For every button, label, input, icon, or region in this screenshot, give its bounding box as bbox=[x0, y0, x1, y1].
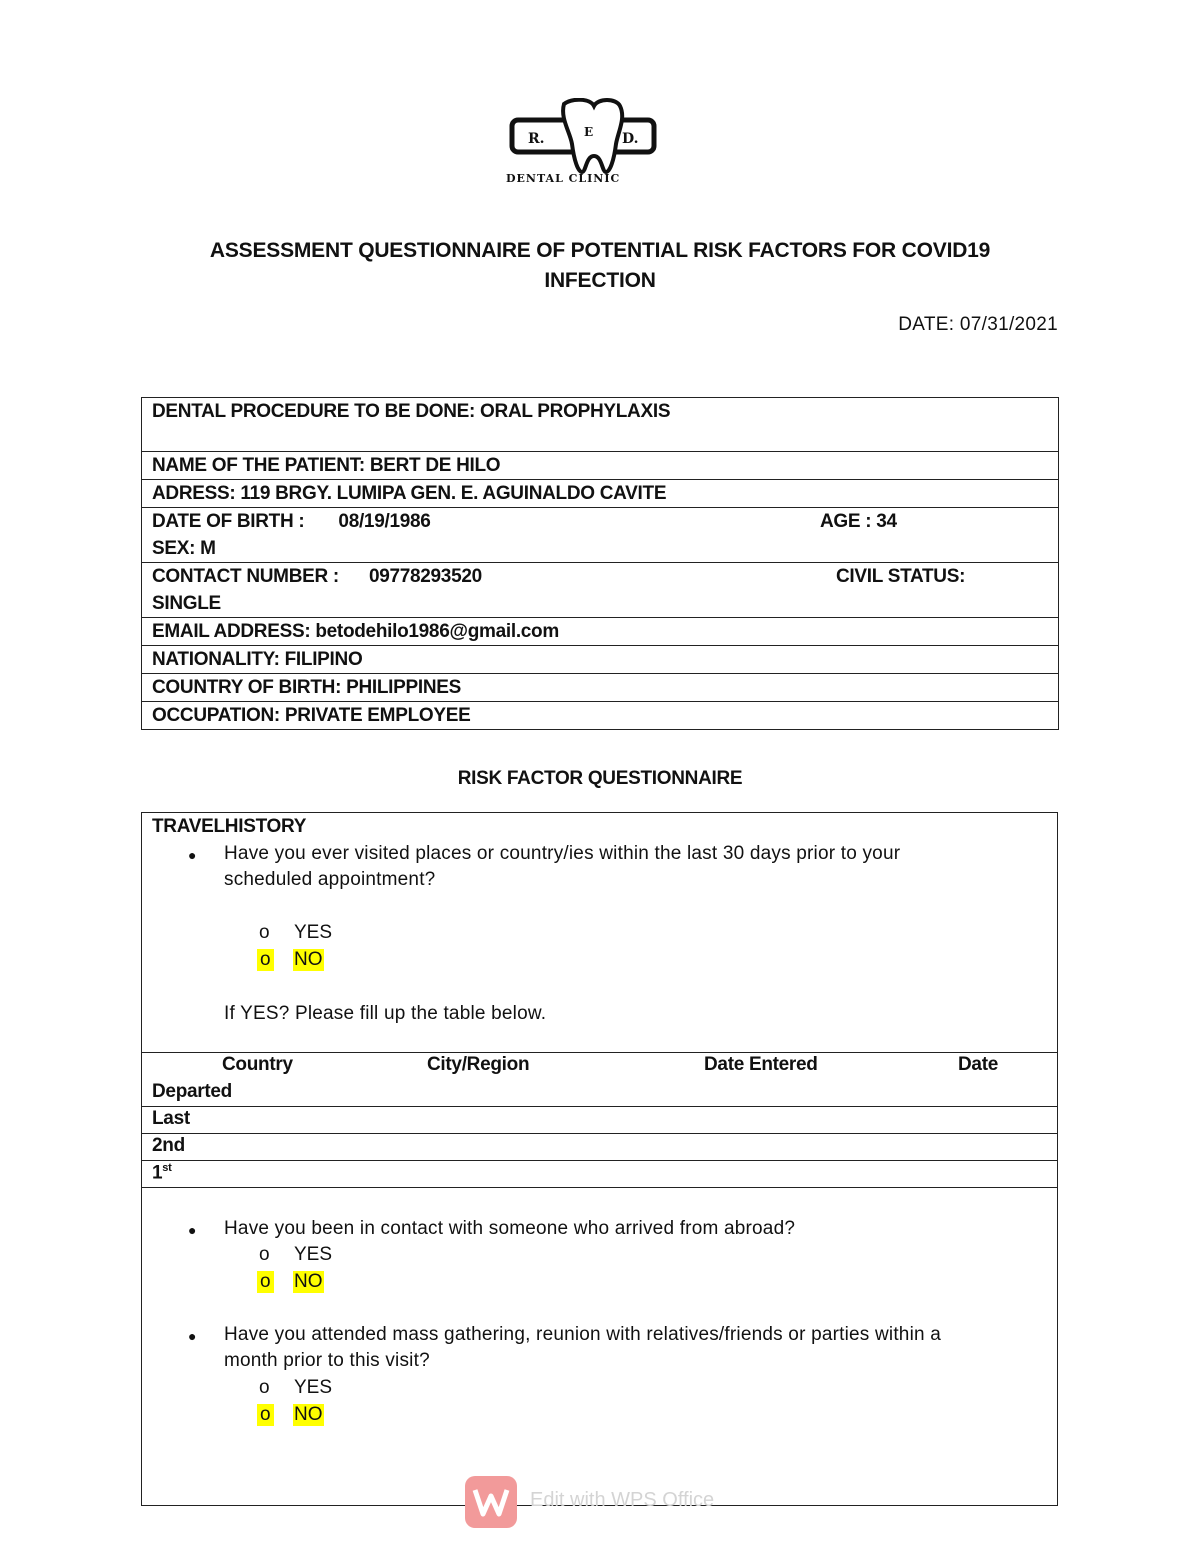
travel-question-line-1: Have you ever visited places or country/ies within the last 30 days prior to your bbox=[224, 843, 901, 864]
occupation-field: OCCUPATION: PRIVATE EMPLOYEE bbox=[142, 702, 1059, 730]
dob-value: 08/19/1986 bbox=[338, 511, 431, 532]
option-marker: o bbox=[259, 1377, 270, 1398]
form-date: DATE: 07/31/2021 bbox=[898, 314, 1058, 335]
logo-initial-e: E bbox=[584, 125, 594, 139]
mass-gathering-line-1: Have you attended mass gathering, reunion with relatives/friends or parties within a bbox=[224, 1324, 942, 1345]
col-date-departed: Date bbox=[958, 1054, 998, 1075]
civil-status-value: SINGLE bbox=[152, 593, 221, 614]
mass-gathering-yes-option[interactable]: YES bbox=[294, 1377, 333, 1398]
contact-civil-status-field bbox=[142, 563, 1059, 618]
option-marker-selected: o bbox=[257, 1404, 274, 1426]
risk-factor-box bbox=[141, 812, 1058, 1506]
bullet-icon: ● bbox=[188, 1222, 197, 1238]
dob-label: DATE OF BIRTH : bbox=[152, 511, 305, 532]
title-line-1: ASSESSMENT QUESTIONNAIRE OF POTENTIAL RISK FACTORS FOR COVID19 bbox=[209, 239, 991, 262]
nationality-field: NATIONALITY: FILIPINO bbox=[142, 646, 1059, 674]
option-marker-selected: o bbox=[257, 1271, 274, 1293]
wps-logo-icon bbox=[465, 1476, 517, 1528]
if-yes-instruction: If YES? Please fill up the table below. bbox=[224, 1003, 547, 1024]
row-1st bbox=[152, 1162, 171, 1184]
patient-name-field: NAME OF THE PATIENT: BERT DE HILO bbox=[142, 452, 1059, 480]
col-country: Country bbox=[222, 1054, 293, 1075]
procedure-field: DENTAL PROCEDURE TO BE DONE: ORAL PROPHYLAXIS bbox=[142, 398, 1059, 452]
dob-age-sex-field bbox=[142, 508, 1059, 563]
contact-label: CONTACT NUMBER : bbox=[152, 566, 339, 587]
title-line-2: INFECTION bbox=[544, 269, 656, 292]
contact-abroad-no-option[interactable]: NO bbox=[294, 1271, 323, 1292]
civil-status-label: CIVIL STATUS: bbox=[836, 566, 966, 587]
clinic-logo bbox=[498, 98, 698, 186]
row-last: Last bbox=[152, 1108, 190, 1129]
email-field: EMAIL ADDRESS: betodehilo1986@gmail.com bbox=[142, 618, 1059, 646]
divider bbox=[142, 1106, 1057, 1107]
bullet-icon: ● bbox=[188, 1328, 197, 1344]
travel-question bbox=[224, 841, 900, 893]
sex-field: SEX: M bbox=[152, 538, 216, 559]
divider bbox=[142, 1052, 1057, 1053]
wps-watermark: Edit with WPS Office bbox=[530, 1489, 715, 1511]
option-marker-selected: o bbox=[257, 949, 274, 971]
travel-history-heading: TRAVELHISTORY bbox=[152, 816, 307, 837]
row-2nd: 2nd bbox=[152, 1135, 185, 1156]
option-marker: o bbox=[259, 922, 270, 943]
mass-gathering-no-option[interactable]: NO bbox=[294, 1404, 323, 1425]
logo-initial-d: D. bbox=[622, 131, 639, 147]
contact-abroad-yes-option[interactable]: YES bbox=[294, 1244, 333, 1265]
tooth-logo-icon bbox=[498, 98, 698, 186]
logo-initial-r: R. bbox=[528, 131, 545, 147]
col-city-region: City/Region bbox=[427, 1054, 530, 1075]
country-of-birth-field: COUNTRY OF BIRTH: PHILIPPINES bbox=[142, 674, 1059, 702]
row-1st-suffix: st bbox=[162, 1162, 172, 1174]
option-marker: o bbox=[259, 1244, 270, 1265]
age-field: AGE : 34 bbox=[820, 511, 897, 532]
mass-gathering-question bbox=[224, 1322, 941, 1374]
travel-yes-option[interactable]: YES bbox=[294, 922, 333, 943]
travel-no-option[interactable]: NO bbox=[294, 949, 323, 970]
patient-info-table bbox=[141, 397, 1059, 730]
contact-abroad-question: Have you been in contact with someone who arrived from abroad? bbox=[224, 1218, 796, 1239]
contact-value: 09778293520 bbox=[368, 566, 482, 587]
page-title bbox=[100, 236, 1100, 296]
row-1st-number: 1 bbox=[152, 1162, 163, 1184]
divider bbox=[142, 1187, 1057, 1188]
bullet-icon: ● bbox=[188, 847, 197, 863]
divider bbox=[142, 1133, 1057, 1134]
divider bbox=[142, 1160, 1057, 1161]
mass-gathering-line-2: month prior to this visit? bbox=[224, 1350, 430, 1371]
col-date-departed-wrap: Departed bbox=[152, 1081, 232, 1102]
logo-caption: DENTAL CLINIC bbox=[506, 172, 621, 185]
risk-section-title: RISK FACTOR QUESTIONNAIRE bbox=[457, 768, 743, 789]
address-field: ADRESS: 119 BRGY. LUMIPA GEN. E. AGUINALDO CAVITE bbox=[142, 480, 1059, 508]
col-date-entered: Date Entered bbox=[704, 1054, 818, 1075]
travel-question-line-2: scheduled appointment? bbox=[224, 869, 436, 890]
